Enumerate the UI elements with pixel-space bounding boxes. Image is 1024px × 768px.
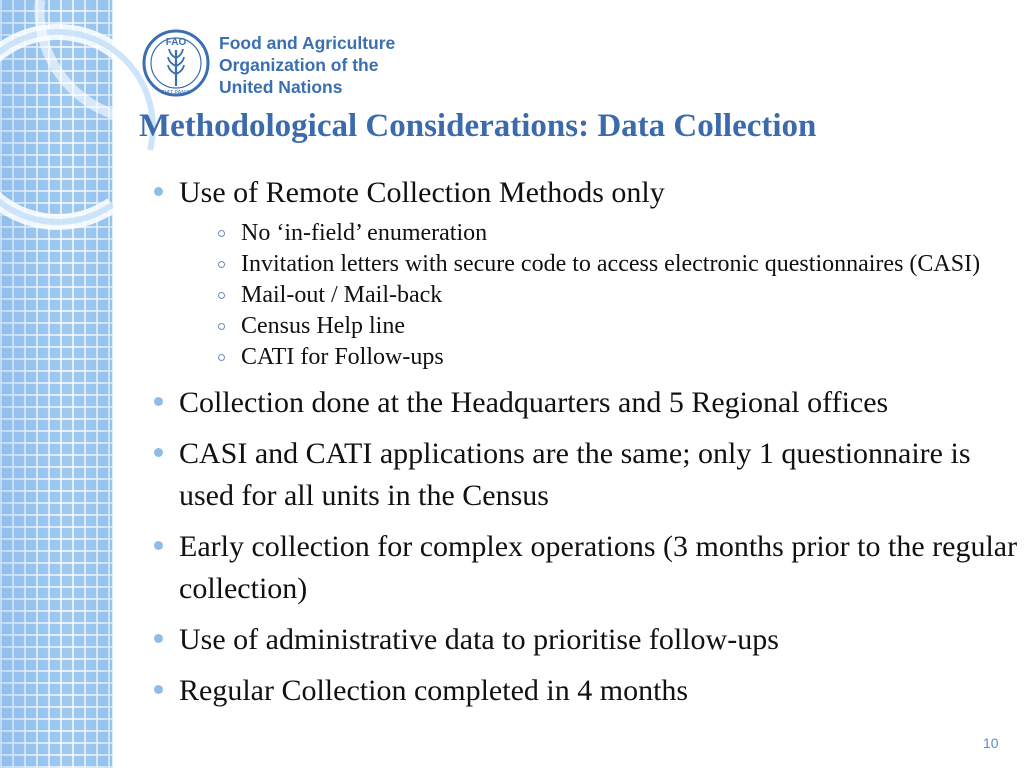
svg-text:FIAT PANIS: FIAT PANIS (161, 90, 191, 96)
bullet-dot-icon (154, 685, 163, 694)
sub-bullet-item: Invitation letters with secure code to access electronic questionnaires (CASI) (179, 249, 1024, 280)
bullet-dot-icon (154, 187, 163, 196)
fao-logo (141, 28, 396, 98)
bullet-dot-icon (154, 541, 163, 550)
bullet-item (148, 172, 1024, 373)
bullet-text: Regular Collection completed in 4 months (179, 674, 689, 707)
organization-name-line: Organization of the (219, 55, 379, 75)
bullet-list (148, 172, 1024, 721)
bullet-text: Collection done at the Headquarters and 5 Regional offices (179, 386, 889, 419)
bullet-dot-icon (154, 448, 163, 457)
sub-bullet-item: CATI for Follow-ups (179, 342, 1024, 373)
sub-bullet-list (179, 218, 1024, 373)
bullet-item (148, 433, 1024, 517)
bullet-text: CASI and CATI applications are the same; only 1 questionnaire is used for all units in the Census (179, 437, 971, 512)
sub-bullet-ring-icon (218, 292, 225, 299)
sub-bullet-ring-icon (218, 354, 225, 361)
sub-bullet-ring-icon (218, 230, 225, 237)
organization-name-line: Food and Agriculture (219, 33, 396, 53)
decorative-side-panel (0, 0, 113, 768)
bullet-text: Early collection for complex operations (3 months prior to the regular collection) (179, 530, 1018, 605)
fao-emblem-icon (141, 28, 211, 98)
sub-bullet-item: Census Help line (179, 311, 1024, 342)
bullet-dot-icon (154, 634, 163, 643)
sub-bullet-item: Mail-out / Mail-back (179, 280, 1024, 311)
bullet-item (148, 670, 1024, 712)
organization-name (219, 32, 395, 98)
svg-text:FAO: FAO (165, 37, 187, 48)
bullet-item (148, 526, 1024, 610)
sub-bullet-ring-icon (218, 261, 225, 268)
slide-title: Methodological Considerations: Data Collection (139, 108, 817, 144)
organization-name-line: United Nations (219, 77, 343, 97)
bullet-text: Use of Remote Collection Methods only (179, 176, 665, 209)
sub-bullet-item: No ‘in-field’ enumeration (179, 218, 1024, 249)
bullet-dot-icon (154, 397, 163, 406)
sub-bullet-ring-icon (218, 323, 225, 330)
bullet-item (148, 619, 1024, 661)
page-number: 10 (983, 735, 999, 751)
bullet-text: Use of administrative data to prioritise follow-ups (179, 623, 779, 656)
bullet-item (148, 382, 1024, 424)
